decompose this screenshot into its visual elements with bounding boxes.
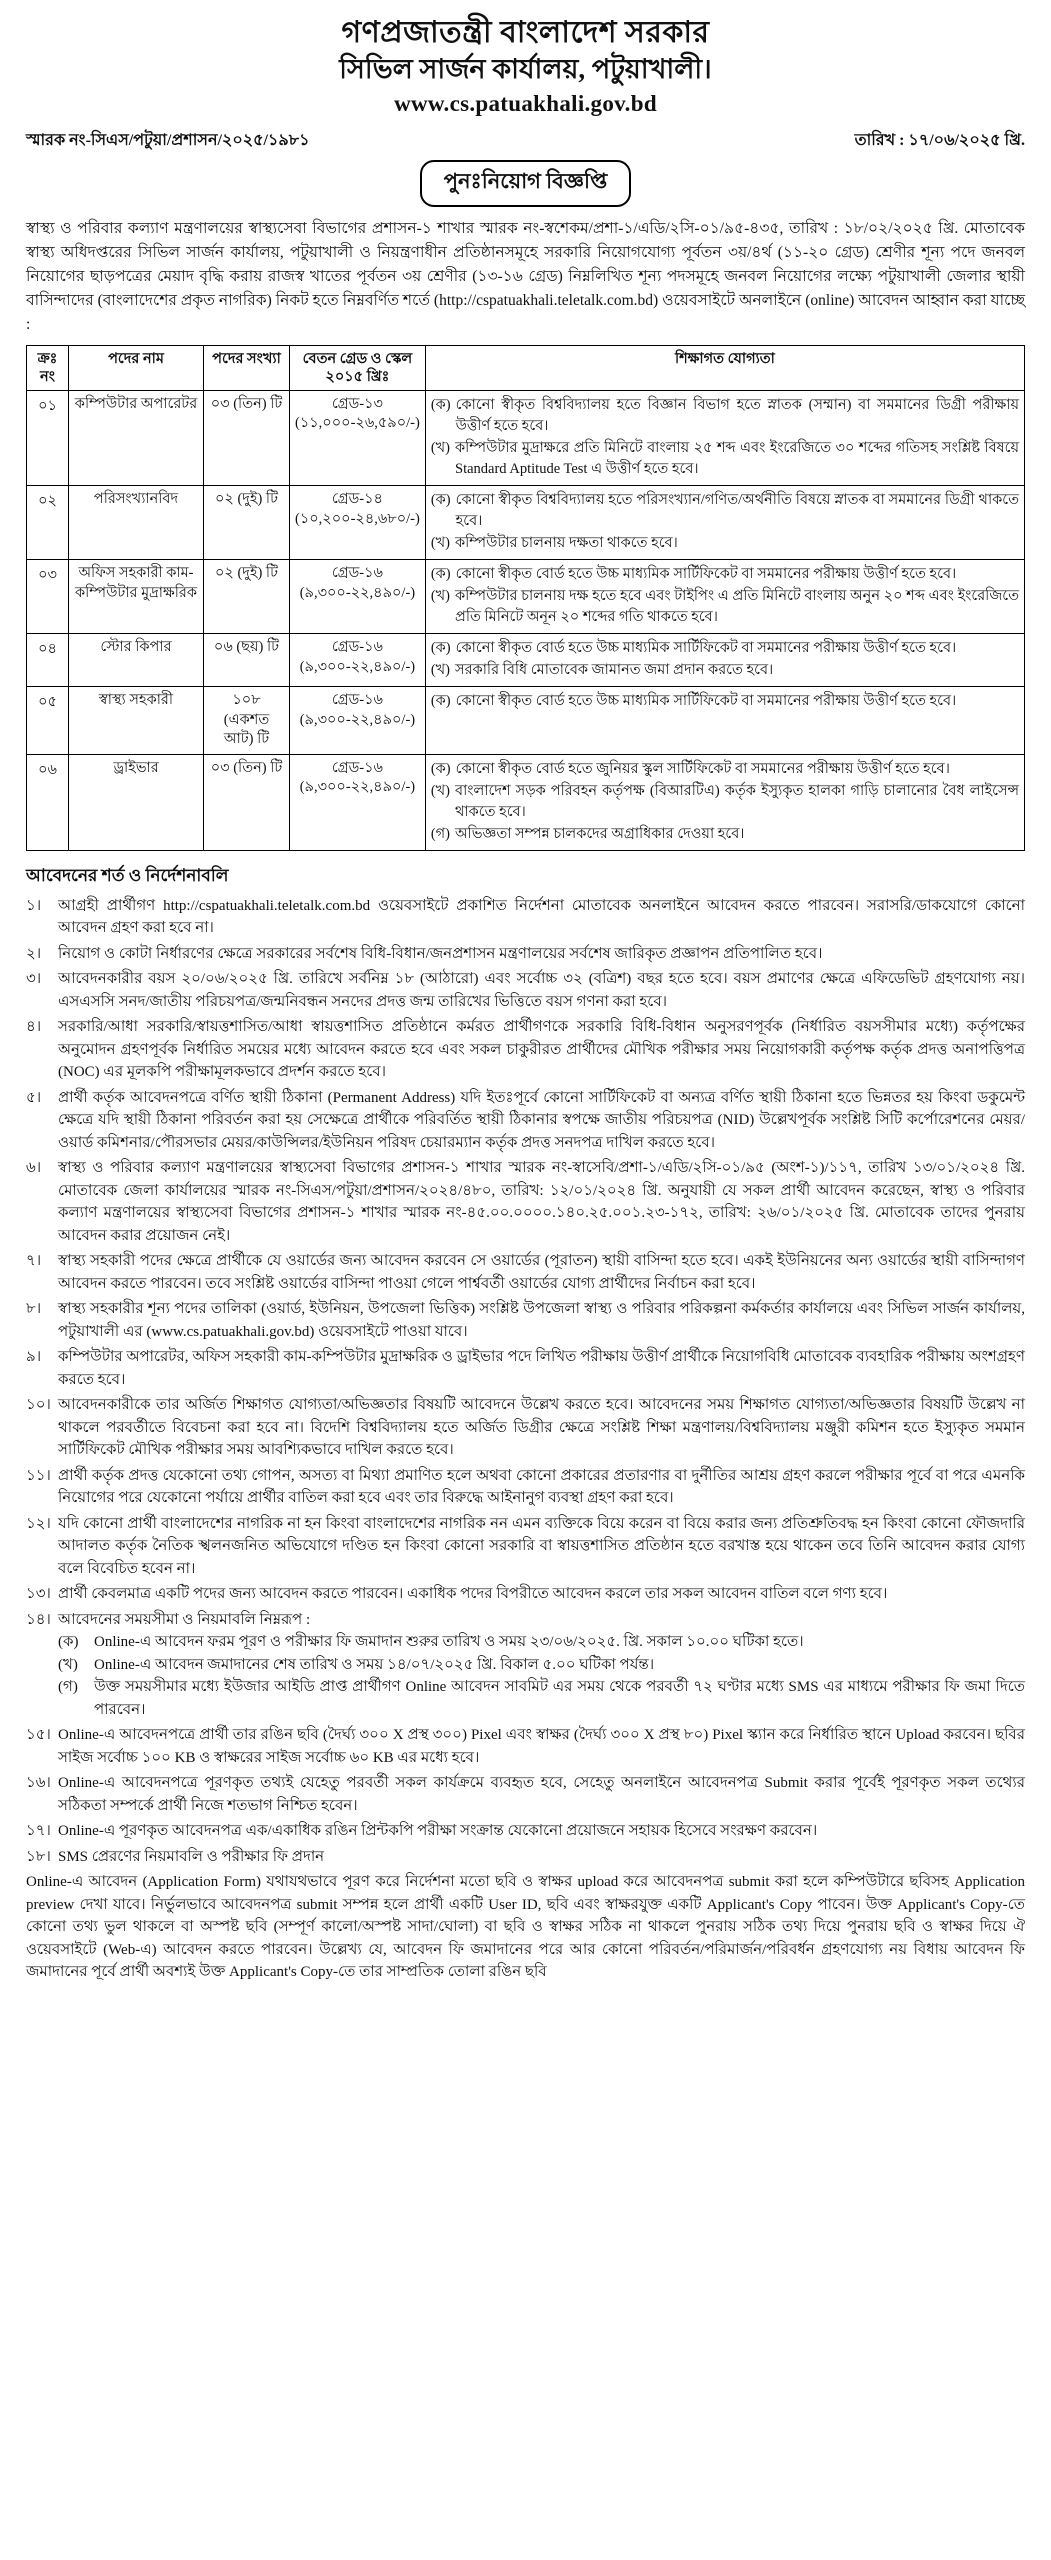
row-post-count: ০৬ (ছয়) টি [204,634,290,687]
condition-number: ১১। [26,1467,51,1484]
sub-list-item [58,1654,1025,1677]
table-row [27,754,1025,850]
list-item [26,968,1025,1013]
education-text: কোনো স্বীকৃত বোর্ড হতে উচ্চ মাধ্যমিক সার্টিফিকেট বা সমমানের পরীক্ষায় উত্তীর্ণ হতে হবে। [455,640,957,657]
education-line [431,533,1019,554]
list-item [26,1157,1025,1247]
row-education [425,560,1024,634]
condition-text: SMS প্রেরণের নিয়মাবলি ও পরীক্ষার ফি প্রদান [58,1848,325,1865]
list-item [26,943,1025,966]
education-text: কোনো স্বীকৃত বোর্ড হতে উচ্চ মাধ্যমিক সার্টিফিকেট বা সমমানের পরীক্ষায় উত্তীর্ণ হতে হবে। [455,566,957,583]
condition-text: Online-এ আবেদনপত্রে পূরণকৃত তথ্যই যেহেতু পরবর্তী সকল কার্যক্রমে ব্যবহৃত হবে, সেহেতু অনলাইনে আবেদনপত্র Submit করার পূর্বেই পূরণকৃত সকল তথ্যের সঠিকতা সম্পর্কে প্রার্থী নিজে শতভাগ নিশ্চিত হবেন। [58,1775,1025,1814]
circular-title-wrap [26,160,1025,207]
conditions-list [26,895,1025,1869]
education-line [431,759,1019,780]
row-post-name: স্টোর কিপার [69,634,204,687]
table-row [27,560,1025,634]
row-post-name: ড্রাইভার [69,754,204,850]
education-line [431,824,1019,845]
page-title: পুনঃনিয়োগ বিজ্ঞপ্তি [420,160,632,207]
document-header [26,14,1025,117]
list-item [26,1724,1025,1769]
table-row [27,485,1025,559]
sub-item-text: Online-এ আবেদন জমাদানের শেষ তারিখ ও সময় ১৪/০৭/২০২৫ খ্রি. বিকাল ৫.০০ ঘটিকা পর্যন্ত। [94,1656,655,1673]
row-post-count: ০৩ (তিন) টি [204,390,290,485]
education-key: (খ) [430,662,451,679]
row-post-count: ০৩ (তিন) টি [204,754,290,850]
list-item [26,1298,1025,1343]
office-website: www.cs.patuakhali.gov.bd [394,90,657,116]
education-key: (ক) [430,491,451,508]
condition-text: আবেদনকারীর বয়স ২০/০৬/২০২৫ খ্রি. তারিখে সর্বনিম্ন ১৮ (আঠারো) এবং সর্বোচ্চ ৩২ (বত্রিশ) বছর হতে হবে। বয়স প্রমাণের ক্ষেত্রে এফিডেভিট গ্রহণযোগ্য নয়। এসএসসি সনদ/জাতীয় পরিচয়পত্র/জন্মনিবন্ধন সনদের প্রদত্ত জন্ম তারিখের ভিত্তিতে বয়স গণনা করা হবে। [58,971,1025,1010]
sub-item-key: (ক) [58,1634,79,1651]
condition-number: ৩। [26,971,42,988]
condition-text: নিয়োগ ও কোটা নির্ধারণের ক্ষেত্রে সরকারের সর্বশেষ বিধি-বিধান/জনপ্রশাসন মন্ত্রণালয়ের সর্বশেষ জারিকৃত প্রজ্ঞাপন প্রতিপালিত হবে। [58,945,823,962]
condition-number: ১২। [26,1515,51,1532]
condition-lead-text: আবেদনের সময়সীমা ও নিয়মাবলি নিম্নরূপ : [58,1611,311,1628]
condition-text: আবেদনকারীকে তার অর্জিত শিক্ষাগত যোগ্যতা/অভিজ্ঞতার বিষয়টি আবেদনে উল্লেখ করতে হবে। আবেদনের সময় শিক্ষাগত যোগ্যতা/অভিজ্ঞতার বিষয়টি উল্লেখ না থাকলে পরবর্তীতে বিবেচনা করা হবে না। বিদেশি বিশ্ববিদ্যালয় হতে অর্জিত ডিগ্রীর ক্ষেত্রে সংশ্লিষ্ট শিক্ষা মন্ত্রণালয়/বিশ্ববিদ্যালয় মঞ্জুরী কমিশন হতে ইস্যুকৃত সমমান সার্টিফিকেট মৌখিক পরীক্ষার সময় আবশ্যিকভাবে দাখিল করতে হবে। [58,1397,1025,1459]
education-text: সরকারি বিধি মোতাবেক জামানত জমা প্রদান করতে হবে। [455,662,774,679]
list-item [26,1583,1025,1606]
education-key: (ক) [430,640,451,657]
row-pay-grade: গ্রেড-১৬ (৯,৩০০-২২,৪৯০/-) [290,560,426,634]
education-line [431,638,1019,659]
table-row [27,634,1025,687]
list-item [26,1394,1025,1462]
education-text: কম্পিউটার চালনায় দক্ষতা থাকতে হবে। [455,535,678,552]
list-item [26,1820,1025,1843]
condition-text: সরকারি/আধা সরকারি/স্বায়ত্তশাসিত/আধা স্বায়ত্তশাসিত প্রতিষ্ঠানে কর্মরত প্রার্থীগণকে সরকারি বিধি-বিধান অনুসরণপূর্বক (নির্ধারিত বয়সসীমার মধ্যে) কর্তৃপক্ষের অনুমোদন গ্রহণপূর্বক নির্ধারিত সময়ের মধ্যে আবেদন করতে হবে এবং সকল চাকুরীরত প্রার্থীদের মৌখিক পরীক্ষার সময় নিয়োগকারী কর্তৃপক্ষ কর্তৃক প্রদত্ত অনাপত্তিপত্র (NOC) এর মূলকপি পরীক্ষামূলকভাবে প্রদর্শন করতে হবে। [58,1019,1025,1081]
condition-text: প্রার্থী কর্তৃক প্রদত্ত যেকোনো তথ্য গোপন, অসত্য বা মিথ্যা প্রমাণিত হলে অথবা কোনো প্রকারের প্রতারণার বা দুর্নীতির আশ্রয় গ্রহণ করলে পরীক্ষার পূর্বে বা পরে এমনকি নিয়োগের পরে যেকোনো পর্যায়ে প্রার্থীর বাতিল করা হবে এবং তার বিরুদ্ধে আইনানুগ ব্যবস্থা গ্রহণ করা হবে। [58,1467,1025,1507]
education-key: (গ) [430,825,450,842]
vacancy-table-body [27,390,1025,850]
education-text: কম্পিউটার মুদ্রাক্ষরে প্রতি মিনিটে বাংলায় ২৫ শব্দ এবং ইংরেজিতে ৩০ শব্দের গতিসহ সংশ্লিষ্ট বিষয়ে Standard Aptitude Test এ উত্তীর্ণ হতে হবে। [455,439,1019,477]
row-serial: ০৪ [27,634,69,687]
condition-text: প্রার্থী কর্তৃক আবেদনপত্রে বর্ণিত স্থায়ী ঠিকানা (Permanent Address) যদি ইতঃপূর্বে কোনো সার্টিফিকেট বা অন্যত্র বর্ণিত স্থায়ী ঠিকানা হতে ভিন্নতর হয় কিংবা ডকুমেন্ট ক্ষেত্রে যদি স্থায়ী ঠিকানা পরিবর্তন করা হয় সেক্ষেত্রে প্রার্থীকে পরিবর্তিত স্থায়ী ঠিকানার স্বপক্ষে জাতীয় পরিচয়পত্র (NID) উল্লেখপূর্বক সংশ্লিষ্ট সিটি কর্পোরেশনের মেয়র/ওয়ার্ড কমিশনার/পৌরসভার মেয়র/কাউন্সিলর/ইউনিয়ন পরিষদ চেয়ারম্যান কর্তৃক প্রদত্ত সনদপত্র দাখিল করতে হবে। [58,1089,1025,1151]
row-pay-grade: গ্রেড-১৬ (৯,৩০০-২২,৪৯০/-) [290,754,426,850]
education-key: (ক) [430,693,451,710]
condition-text: কম্পিউটার অপারেটর, অফিস সহকারী কাম-কম্পিউটার মুদ্রাক্ষরিক ও ড্রাইভার পদে লিখিত পরীক্ষায় উত্তীর্ণ প্রার্থীকে নিয়োগবিধি মোতাবেক ব্যবহারিক পরীক্ষায় অংশগ্রহণ করতে হবে। [58,1349,1025,1388]
vacancy-table [26,345,1025,851]
education-line [431,438,1019,480]
list-item [26,1346,1025,1391]
list-item [26,1250,1025,1295]
row-post-name: স্বাস্থ্য সহকারী [69,687,204,755]
list-item [26,1772,1025,1817]
row-education [425,390,1024,485]
condition-number: ১৪। [26,1611,51,1628]
table-row [27,390,1025,485]
condition-number: ২। [26,945,42,962]
sms-instruction-paragraph: Online-এ আবেদন (Application Form) যথাযথভাবে পূরণ করে নির্দেশনা মতাে ছবি ও স্বাক্ষর upload করে আবেদনপত্র submit করা হলে কম্পিউটারে ছবিসহ Application preview দেখা যাবে। নির্ভুলভাবে আবেদনপত্র submit সম্পন্ন হলে প্রার্থী একটি User ID, ছবি এবং স্বাক্ষরযুক্ত একটি Applicant's Copy পাবেন। উক্ত Applicant's Copy-তে কোনো তথ্য ভুল থাকলে বা অস্পষ্ট ছবি (সম্পূর্ণ কালাে/অস্পষ্ট সাদা/ঘােলা) বা ছবি ও স্বাক্ষর সঠিক না থাকলে পুনরায় সঠিক তথ্য দিয়ে পুনরায় ছবি ও স্বাক্ষর দিয়ে ঐ ওয়েবসাইটে (Web-এ) আবেদন করতে পারবেন। উল্লেখ্য যে, আবেদন ফি জমাদানের পরে আর কোনাে পরিবর্তন/পরিমার্জন/পরিবর্ধন গ্রহণযোগ্য নয় বিধায় আবেদন ফি জমাদানের পূর্বে প্রার্থী অবশ্যই উক্ত Applicant's Copy-তে তার সাম্প্রতিক তােলা রঙিন ছবি [26,1874,1025,1981]
condition-number: ৭। [26,1253,42,1270]
condition-number: ১৩। [26,1586,51,1603]
memo-date: তারিখ : ১৭/০৬/২০২৫ খ্রি. [854,131,1025,149]
condition-text: প্রার্থী কেবলমাত্র একটি পদের জন্য আবেদন করতে পারবেন। একাধিক পদের বিপরীতে আবেদন করলে তার সকল আবেদন বাতিল বলে গণ্য হবে। [58,1586,888,1603]
sub-list-item [58,1631,1025,1654]
education-text: বাংলাদেশ সড়ক পরিবহন কর্তৃপক্ষ (বিআরটিএ) কর্তৃক ইস্যুকৃত হালকা গাড়ি চালানোর বৈধ লাইসেন্স থাকতে হবে। [455,782,1019,820]
row-pay-grade: গ্রেড-১৬ (৯,৩০০-২২,৪৯০/-) [290,687,426,755]
condition-number: ৬। [26,1160,42,1177]
row-education [425,754,1024,850]
education-key: (খ) [430,535,451,552]
condition-text: Online-এ আবেদনপত্রে প্রার্থী তার রঙিন ছবি (দৈর্ঘ্য ৩০০ X প্রস্থ ৩০০) Pixel এবং স্বাক্ষর (দৈর্ঘ্য ৩০০ X প্রস্থ ৮০) Pixel স্ক্যান করে নির্ধারিত স্থানে Upload করবেন। ছবির সাইজ সর্বোচ্চ ১০০ KB ও স্বাক্ষরের সাইজ সর্বোচ্চ ৬০ KB এর মধ্যে হবে। [58,1727,1025,1766]
row-education [425,634,1024,687]
condition-number: ১৬। [26,1775,51,1792]
condition-text: Online-এ পূরণকৃত আবেদনপত্র এক/একাধিক রঙিন প্রিন্টকপি পরীক্ষা সংক্রান্ত যেকোনো প্রয়োজনে সহায়ক হিসেবে সংরক্ষণ করবেন। [58,1823,818,1840]
list-item [26,1465,1025,1510]
education-text: কোনো স্বীকৃত বিশ্ববিদ্যালয় হতে পরিসংখ্যান/গণিত/অর্থনীতি বিষয়ে স্নাতক বা সমমানের ডিগ্রী থাকতে হবে। [455,491,1019,529]
education-line [431,395,1019,437]
row-post-count: ০২ (দুই) টি [204,485,290,559]
row-post-count: ০২ (দুই) টি [204,560,290,634]
education-line [431,490,1019,532]
condition-number: ১। [26,897,42,914]
list-item [26,1016,1025,1084]
intro-paragraph: স্বাস্থ্য ও পরিবার কল্যাণ মন্ত্রণালয়ের স্বাস্থ্যসেবা বিভাগের প্রশাসন-১ শাখার স্মারক নং-স্বশেকম/প্রশা-১/এডি/২সি-০১/৯৫-৪৩৫, তারিখ : ১৮/০২/২০২৫ খ্রি. মোতাবেক স্বাস্থ্য অধিদপ্তরের সিভিল সার্জন কার্যালয়, পটুয়াখালী ও নিয়ন্ত্রণাধীন প্রতিষ্ঠানসমূহে সরকারি নিয়োগযোগ্য পূর্বতন ৩য়/৪র্থ (১১-২০ গ্রেড) শ্রেণীর শূন্য পদে জনবল নিয়োগের ছাড়পত্রের মেয়াদ বৃদ্ধি করায় রাজস্ব খাতের পূর্বতন ৩য় শ্রেণীর (১৩-১৬ গ্রেড) নিম্নলিখিত শূন্য পদসমূহে জনবল নিয়োগের লক্ষ্যে পটুয়াখালী জেলার স্থায়ী বাসিন্দাদের (বাংলাদেশের প্রকৃত নাগরিক) নিকট হতে নিম্নবর্ণিত শর্তে (http://cspatuakhali.teletalk.com.bd) ওয়েবসাইটে অনলাইনে (online) আবেদন আহ্বান করা যাচ্ছে : [26,219,1025,333]
sub-item-text: Online-এ আবেদন ফরম পূরণ ও পরীক্ষার ফি জমাদান শুরুর তারিখ ও সময় ২৩/০৬/২০২৫. খ্রি. সকাল ১০.০০ ঘটিকা হতে। [94,1634,804,1651]
condition-text: স্বাস্থ্য ও পরিবার কল্যাণ মন্ত্রণালয়ের স্বাস্থ্যসেবা বিভাগের প্রশাসন-১ শাখার স্মারক নং-স্বাসেবি/প্রশা-১/এডি/২সি-০১/৯৫ (অংশ-১)/১১৭, তারিখ ১৩/০১/২০২৪ খ্রি. মোতাবেক জেলা কার্যালয়ের স্মারক নং-সিএস/পটুয়া/প্রশাসন/২০২৪/৪৮০, তারিখ: ১২/০১/২০২৪ খ্রি. অনুযায়ী যে সকল প্রার্থী আবেদন করেছেন, স্বাস্থ্য ও পরিবার কল্যাণ মন্ত্রণালয়ের স্বাস্থ্যসেবা বিভাগের প্রশাসন-১ শাখার স্মারক নং-৪৫.০০.০০০০.১৪০.২৫.০০১.২৩-১৭২, তারিখ: ২৬/০১/২০২৫ খ্রি. মোতাবেক তাদের পুনরায় আবেদন করার প্রয়োজন নেই। [58,1160,1025,1244]
education-text: কম্পিউটার চালনায় দক্ষ হতে হবে এবং টাইপিং এ প্রতি মিনিটে বাংলায় অনুন ২০ শব্দ এবং ইংরেজিতে প্রতি মিনিটে অনূন ২০ শব্দের গতি থাকতে হবে। [455,588,1019,626]
education-line [431,660,1019,681]
condition-text: স্বাস্থ্য সহকারী পদের ক্ষেত্রে প্রার্থীকে যে ওয়ার্ডের জন্য আবেদন করবেন সে ওয়ার্ডের (পূরাতন) স্থায়ী বাসিন্দা হতে হবে। একই ইউনিয়নের অন্য ওয়ার্ডের স্থায়ী বাসিন্দাগণ আবেদন করতে পারবেন। তবে সংশ্লিষ্ট ওয়ার্ডের বাসিন্দা পাওয়া গেলে পার্শ্ববর্তী ওয়ার্ডের যোগ্য প্রার্থীদের নির্বাচন করা হবে। [58,1253,1025,1292]
row-pay-grade: গ্রেড-১৬ (৯,৩০০-২২,৪৯০/-) [290,634,426,687]
education-key: (ক) [430,760,451,777]
col-post-count: পদের সংখ্যা [204,345,290,390]
condition-sublist [58,1631,1025,1721]
row-serial: ০১ [27,390,69,485]
condition-number: ১৭। [26,1823,51,1840]
condition-number: ৪। [26,1019,42,1036]
education-text: কোনো স্বীকৃত বোর্ড হতে উচ্চ মাধ্যমিক সার্টিফিকেট বা সমমানের পরীক্ষায় উত্তীর্ণ হতে হবে। [455,693,957,710]
condition-number: ১৮। [26,1848,51,1865]
education-text: অভিজ্ঞতা সম্পন্ন চালকদের অগ্রাধিকার দেওয়া হবে। [455,825,745,842]
col-education: শিক্ষাগত যোগ্যতা [425,345,1024,390]
memo-row [26,127,1025,154]
education-key: (খ) [430,439,451,456]
row-post-name: অফিস সহকারী কাম-কম্পিউটার মুদ্রাক্ষরিক [69,560,204,634]
education-key: (খ) [430,588,451,605]
table-row [27,687,1025,755]
col-serial: ক্রঃ নং [27,345,69,390]
education-text: কোনো স্বীকৃত বোর্ড হতে জুনিয়র স্কুল সার্টিফিকেট বা সমমানের পরীক্ষায় উত্তীর্ণ হতে হবে। [455,760,950,777]
list-item [26,1087,1025,1155]
sub-item-text: উক্ত সময়সীমার মধ্যে ইউজার আইডি প্রাপ্ত প্রার্থীগণ Online আবেদন সাবমিট এর সময় থেকে পরবর্তী ৭২ ঘণ্টার মধ্যে SMS এর মাধ্যমে পরীক্ষার ফি জমা দিতে পারবেন। [94,1679,1025,1718]
col-pay-grade: বেতন গ্রেড ও স্কেল ২০১৫ খ্রিঃ [290,345,426,390]
condition-text: আগ্রহী প্রার্থীগণ http://cspatuakhali.teletalk.com.bd ওয়েবসাইটে প্রকাশিত নির্দেশনা মোতাবেক অনলাইনে আবেদন করতে পারবেন। সরাসরি/ডাকযোগে কোনো আবেদন গ্রহণ করা হবে না। [58,897,1025,937]
row-serial: ০৬ [27,754,69,850]
row-education [425,687,1024,755]
education-line [431,781,1019,823]
list-item [26,1609,1025,1722]
row-education [425,485,1024,559]
education-text: কোনো স্বীকৃত বিশ্ববিদ্যালয় হতে বিজ্ঞান বিভাগ হতে স্নাতক (সম্মান) বা সমমানের ডিগ্রী পরীক্ষায় উত্তীর্ণ হতে হবে। [455,396,1019,434]
condition-number: ১০। [26,1397,51,1414]
condition-text: স্বাস্থ্য সহকারীর শূন্য পদের তালিকা (ওয়ার্ড, ইউনিয়ন, উপজেলা ভিত্তিক) সংশ্লিষ্ট উপজেলা স্বাস্থ্য ও পরিবার পরিকল্পনা কর্মকর্তার কার্যালয়ে এবং সিভিল সার্জন কার্যালয়, পটুয়াখালী এর (www.cs.patuakhali.gov.bd) ওয়েবসাইটে পাওয়া যাবে। [58,1301,1025,1340]
row-serial: ০৩ [27,560,69,634]
col-post-name: পদের নাম [69,345,204,390]
row-serial: ০২ [27,485,69,559]
row-pay-grade: গ্রেড-১৩ (১১,০০০-২৬,৫৯০/-) [290,390,426,485]
education-key: (ক) [430,396,451,413]
condition-number: ৯। [26,1349,42,1366]
memo-number: স্মারক নং-সিএস/পটুয়া/প্রশাসন/২০২৫/১৯৮১ [26,131,310,149]
condition-number: ১৫। [26,1727,51,1744]
list-item [26,895,1025,940]
sub-item-key: (গ) [58,1679,78,1696]
condition-number: ৫। [26,1089,42,1106]
list-item [26,1846,1025,1869]
row-pay-grade: গ্রেড-১৪ (১০,২০০-২৪,৬৮০/-) [290,485,426,559]
education-key: (ক) [430,566,451,583]
sub-item-key: (খ) [58,1656,78,1673]
row-post-count: ১০৮ (একশত আট) টি [204,687,290,755]
row-serial: ০৫ [27,687,69,755]
education-key: (খ) [430,782,451,799]
table-header-row [27,345,1025,390]
sub-list-item [58,1676,1025,1721]
education-line [431,691,1019,712]
condition-text: যদি কোনো প্রার্থী বাংলাদেশের নাগরিক না হন কিংবা বাংলাদেশের নাগরিক নন এমন ব্যক্তিকে বিয়ে করেন বা বিয়ে করার জন্য প্রতিশ্রুতিবদ্ধ হন কিংবা কোনো ফৌজদারি আদালত কর্তৃক নৈতিক স্খলনজনিত অভিযোগে দণ্ডিত হন কিংবা কোনো সরকারি বা স্বায়ত্তশাসিত প্রতিষ্ঠান হতে বরখাস্ত হয়ে থাকেন তবে তিনি আবেদন করার যোগ্য বলে বিবেচিত হবেন না। [58,1515,1025,1577]
condition-number: ৮। [26,1301,42,1318]
list-item [26,1513,1025,1581]
condition-text [58,1609,1025,1722]
conditions-title: আবেদনের শর্ত ও নির্দেশনাবলি [26,865,229,885]
education-line [431,586,1019,628]
row-post-name: পরিসংখ্যানবিদ [69,485,204,559]
office-name: সিভিল সার্জন কার্যালয়, পটুয়াখালী। [339,53,712,84]
government-name: গণপ্রজাতন্ত্রী বাংলাদেশ সরকার [341,16,710,49]
row-post-name: কম্পিউটার অপারেটর [69,390,204,485]
education-line [431,564,1019,585]
